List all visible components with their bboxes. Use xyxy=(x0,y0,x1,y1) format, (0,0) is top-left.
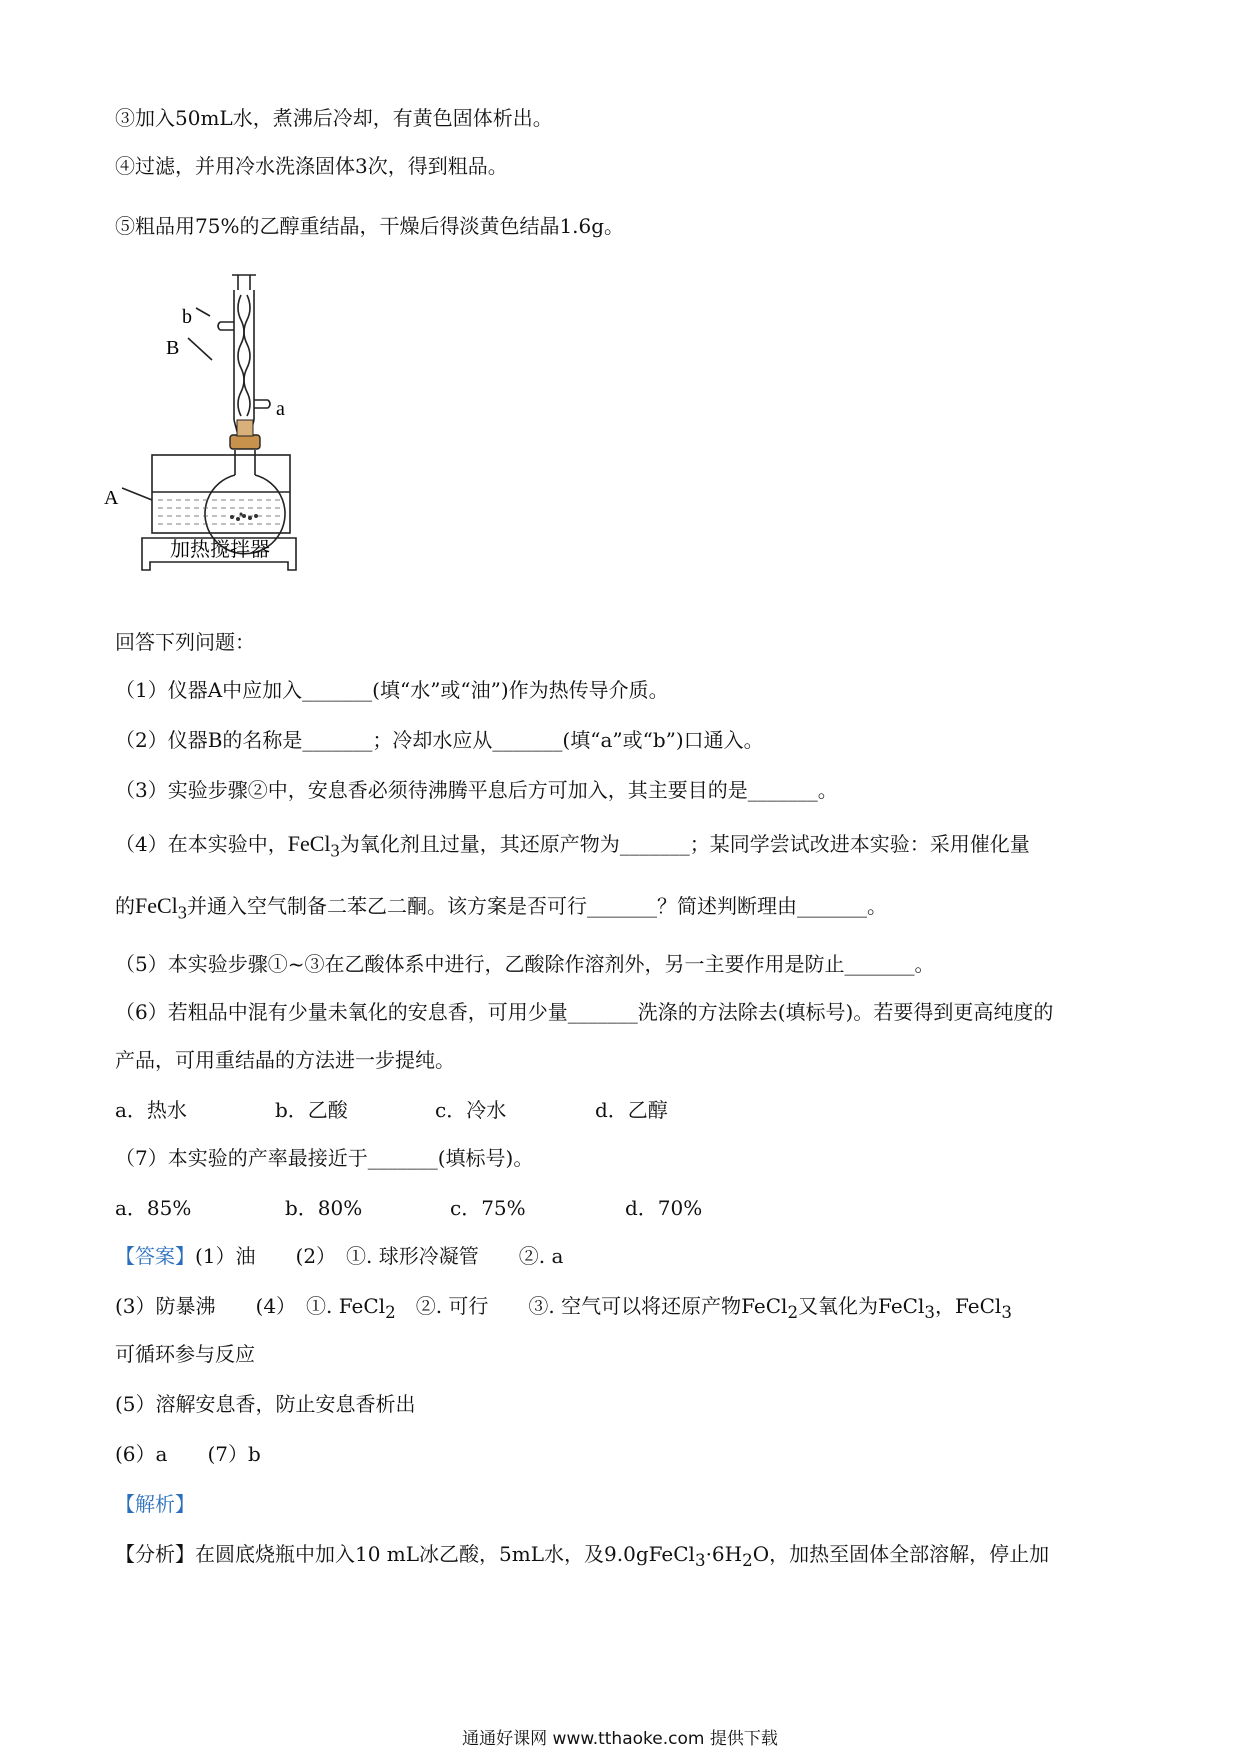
question-4-line1 xyxy=(115,830,1030,864)
option-b: b．乙酸 xyxy=(275,1098,348,1122)
option-d: d．70% xyxy=(625,1196,703,1220)
question-5: （5）本实验步骤①~③在乙酸体系中进行，乙酸除作溶剂外，另一主要作用是防止_______。 xyxy=(115,952,935,976)
option-a: a．热水 xyxy=(115,1098,187,1122)
answer-line-4: (5）溶解安息香，防止安息香析出 xyxy=(115,1392,416,1416)
q4-suffix: 为氧化剂且过量，其还原产物为_______；某同学尝试改进本实验：采用催化量 xyxy=(339,832,1030,856)
option-d: d．乙醇 xyxy=(595,1098,668,1122)
label-a: a xyxy=(276,398,285,420)
reflux-apparatus-figure xyxy=(104,270,350,605)
step-5-text: ⑤粗品用75%的乙醇重结晶，干燥后得淡黄色结晶1.6g。 xyxy=(115,214,625,238)
option-b: b．80% xyxy=(285,1196,363,1220)
q4-prefix: （4）在本实验中， xyxy=(115,832,288,856)
question-7: （7）本实验的产率最接近于_______(填标号)。 xyxy=(115,1146,534,1170)
option-c: c．冷水 xyxy=(435,1098,507,1122)
answer-line-3: 可循环参与反应 xyxy=(115,1342,255,1366)
prompt-text: 回答下列问题： xyxy=(115,630,255,654)
label-b: b xyxy=(182,306,192,328)
answer-line-2: (3）防暴沸 (4） ①. FeCl$_2$ ②. 可行 ③. 空气可以将还原产物FeCl$_2$又氧化为FeCl$_3$，FeCl$_3$ xyxy=(115,1294,1012,1322)
question-6-line2: 产品，可用重结晶的方法进一步提纯。 xyxy=(115,1048,455,1072)
question-6-options xyxy=(115,1096,668,1124)
question-2: （2）仪器B的名称是_______；冷却水应从_______(填“a”或“b”)口通入。 xyxy=(115,728,764,752)
analysis-line-1: 【分析】在圆底烧瓶中加入10 mL冰乙酸，5mL水，及$9.0gFeCl_3\cdot 6H_2O$，加热至固体全部溶解，停止加 xyxy=(115,1542,1050,1570)
question-3: （3）实验步骤②中，安息香必须待沸腾平息后方可加入，其主要目的是_______。 xyxy=(115,778,838,802)
fecl3-formula-2: FeCl$_3$ xyxy=(135,893,187,923)
footer-watermark: 通通好课网 www.tthaoke.com 提供下载 xyxy=(462,1729,778,1749)
question-1: （1）仪器A中应加入_______(填“水”或“油”)作为热传导介质。 xyxy=(115,678,669,702)
stirrer-label: 加热搅拌器 xyxy=(170,537,270,561)
answer-tag: 【答案】 xyxy=(115,1244,195,1268)
answer-line-5: (6）a (7）b xyxy=(115,1442,261,1466)
option-a: a．85% xyxy=(115,1196,192,1220)
step-3-text: ③加入50mL水，煮沸后冷却，有黄色固体析出。 xyxy=(115,106,553,130)
answer-line-1: 【答案】(1）油 (2） ①. 球形冷凝管 ②. a xyxy=(115,1244,564,1268)
question-7-options xyxy=(115,1194,702,1222)
analysis-tag: 【解析】 xyxy=(115,1492,195,1516)
fenxi-tag: 【分析】 xyxy=(115,1542,195,1566)
step-4-text: ④过滤，并用冷水洗涤固体3次，得到粗品。 xyxy=(115,154,508,178)
question-6-line1: （6）若粗品中混有少量未氧化的安息香，可用少量_______洗涤的方法除去(填标号)。若要得到更高纯度的 xyxy=(115,1000,1054,1024)
question-4-line2: 的FeCl$_3$并通入空气制备二苯乙二酮。该方案是否可行_______？简述判断理由_______。 xyxy=(115,893,887,923)
label-A: A xyxy=(104,487,119,509)
option-c: c．75% xyxy=(450,1196,526,1220)
fecl3-formula: FeCl$_3$ xyxy=(287,831,340,861)
label-B: B xyxy=(166,337,180,359)
